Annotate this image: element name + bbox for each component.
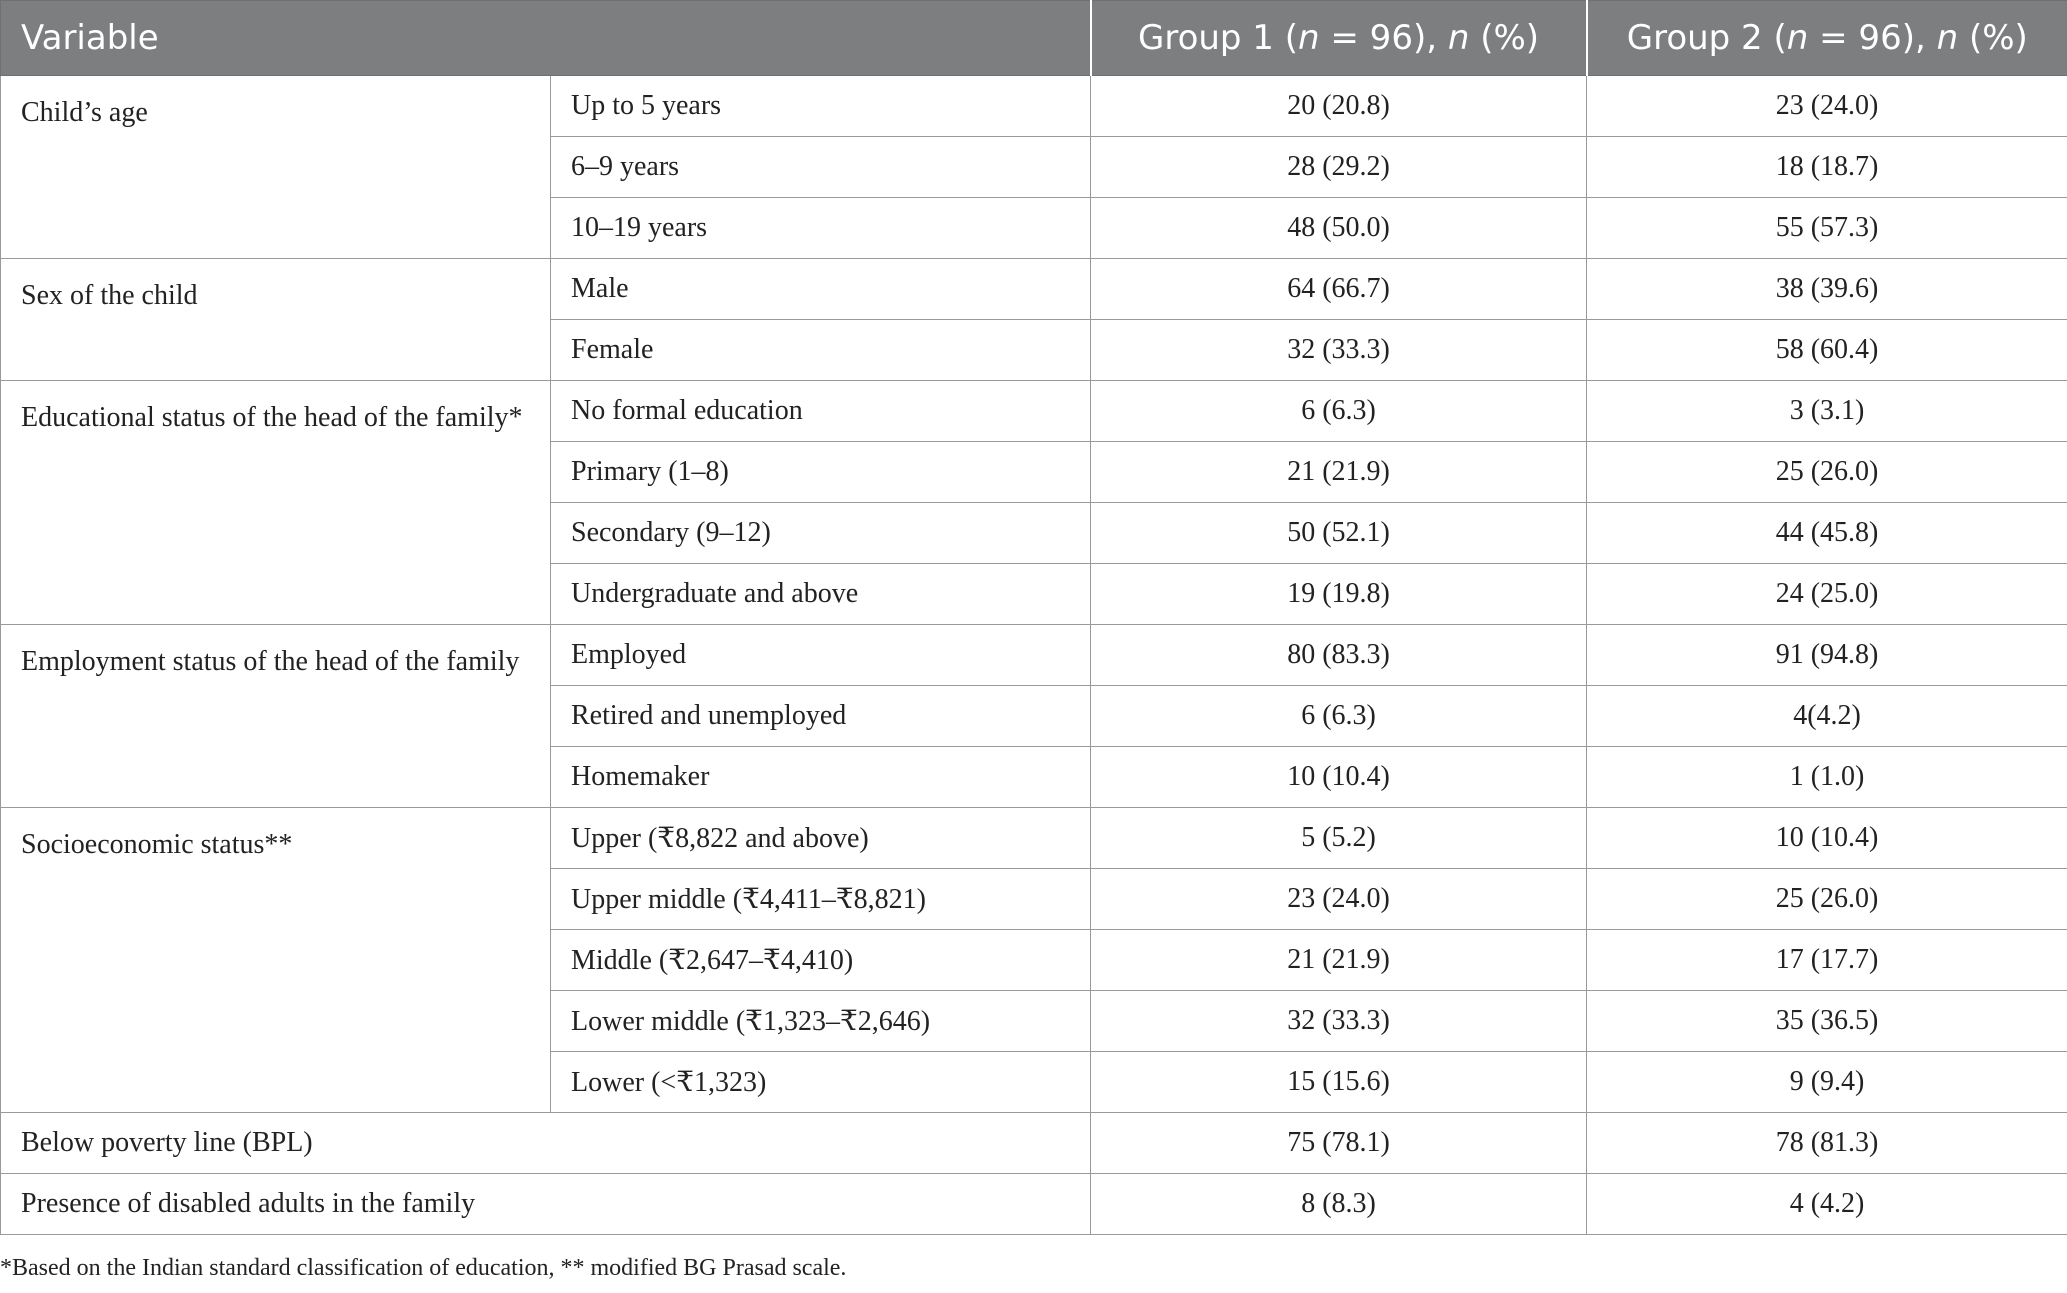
group1-value-cell: 6 (6.3) <box>1091 686 1587 747</box>
variable-label: Employment status of the head of the family <box>21 646 520 677</box>
group1-value-cell: 15 (15.6) <box>1091 1052 1587 1113</box>
variable-cell <box>1 808 551 1113</box>
category-cell: Lower middle (₹1,323–₹2,646) <box>551 991 1091 1052</box>
category-cell: No formal education <box>551 381 1091 442</box>
category-cell: Secondary (9–12) <box>551 503 1091 564</box>
header-group2: Group 2 (n = 96), n (%) <box>1587 1 2067 76</box>
group2-value-cell: 4(4.2) <box>1587 686 2067 747</box>
group1-value-cell: 19 (19.8) <box>1091 564 1587 625</box>
variable-label: Child’s age <box>21 97 148 128</box>
category-cell: Retired and unemployed <box>551 686 1091 747</box>
table-row <box>1 76 2067 137</box>
header-variable: Variable <box>1 1 1091 76</box>
category-cell: Male <box>551 259 1091 320</box>
group1-value-cell: 8 (8.3) <box>1091 1174 1587 1235</box>
group2-value-cell: 1 (1.0) <box>1587 747 2067 808</box>
group1-value-cell: 20 (20.8) <box>1091 76 1587 137</box>
variable-cell <box>1 381 551 625</box>
group2-value-cell: 38 (39.6) <box>1587 259 2067 320</box>
group2-value-cell: 25 (26.0) <box>1587 442 2067 503</box>
group1-value-cell: 32 (33.3) <box>1091 320 1587 381</box>
group1-value-cell: 48 (50.0) <box>1091 198 1587 259</box>
group2-value-cell: 24 (25.0) <box>1587 564 2067 625</box>
group1-value-cell: 32 (33.3) <box>1091 991 1587 1052</box>
group2-value-cell: 78 (81.3) <box>1587 1113 2067 1174</box>
group2-value-cell: 44 (45.8) <box>1587 503 2067 564</box>
group1-value-cell: 5 (5.2) <box>1091 808 1587 869</box>
group1-value-cell: 23 (24.0) <box>1091 869 1587 930</box>
table-row <box>1 808 2067 869</box>
group1-value-cell: 10 (10.4) <box>1091 747 1587 808</box>
group2-value-cell: 3 (3.1) <box>1587 381 2067 442</box>
group1-value-cell: 64 (66.7) <box>1091 259 1587 320</box>
group2-value-cell: 91 (94.8) <box>1587 625 2067 686</box>
group2-value-cell: 25 (26.0) <box>1587 869 2067 930</box>
variable-cell: Presence of disabled adults in the family <box>1 1174 1091 1235</box>
table-row <box>1 259 2067 320</box>
table-row <box>1 381 2067 442</box>
group2-value-cell: 58 (60.4) <box>1587 320 2067 381</box>
group1-value-cell: 6 (6.3) <box>1091 381 1587 442</box>
category-cell: 10–19 years <box>551 198 1091 259</box>
group1-value-cell: 75 (78.1) <box>1091 1113 1587 1174</box>
category-cell: Homemaker <box>551 747 1091 808</box>
group1-value-cell: 80 (83.3) <box>1091 625 1587 686</box>
variable-cell <box>1 259 551 381</box>
variable-cell <box>1 625 551 808</box>
category-cell: 6–9 years <box>551 137 1091 198</box>
group2-value-cell: 23 (24.0) <box>1587 76 2067 137</box>
group2-value-cell: 18 (18.7) <box>1587 137 2067 198</box>
group2-value-cell: 55 (57.3) <box>1587 198 2067 259</box>
group2-value-cell: 35 (36.5) <box>1587 991 2067 1052</box>
category-cell: Upper (₹8,822 and above) <box>551 808 1091 869</box>
variable-label: Sex of the child <box>21 280 198 311</box>
variable-cell <box>1 76 551 259</box>
category-cell: Middle (₹2,647–₹4,410) <box>551 930 1091 991</box>
table-body <box>1 76 2067 1235</box>
variable-cell: Below poverty line (BPL) <box>1 1113 1091 1174</box>
table-row <box>1 1174 2067 1235</box>
group1-value-cell: 21 (21.9) <box>1091 930 1587 991</box>
group2-value-cell: 10 (10.4) <box>1587 808 2067 869</box>
header-row <box>1 1 2067 76</box>
group1-value-cell: 50 (52.1) <box>1091 503 1587 564</box>
table-footnote: *Based on the Indian standard classification of education, ** modified BG Prasad scale. <box>0 1255 847 1281</box>
table-row <box>1 1113 2067 1174</box>
group2-value-cell: 4 (4.2) <box>1587 1174 2067 1235</box>
category-cell: Female <box>551 320 1091 381</box>
header-group1: Group 1 (n = 96), n (%) <box>1091 1 1587 76</box>
group2-value-cell: 9 (9.4) <box>1587 1052 2067 1113</box>
group1-value-cell: 28 (29.2) <box>1091 137 1587 198</box>
group2-value-cell: 17 (17.7) <box>1587 930 2067 991</box>
category-cell: Up to 5 years <box>551 76 1091 137</box>
group1-value-cell: 21 (21.9) <box>1091 442 1587 503</box>
category-cell: Primary (1–8) <box>551 442 1091 503</box>
category-cell: Undergraduate and above <box>551 564 1091 625</box>
variable-label: Educational status of the head of the family* <box>21 402 523 433</box>
variable-label: Socioeconomic status** <box>21 829 293 860</box>
table-row <box>1 625 2067 686</box>
category-cell: Upper middle (₹4,411–₹8,821) <box>551 869 1091 930</box>
category-cell: Lower (<₹1,323) <box>551 1052 1091 1113</box>
category-cell: Employed <box>551 625 1091 686</box>
table-header <box>1 1 2067 76</box>
